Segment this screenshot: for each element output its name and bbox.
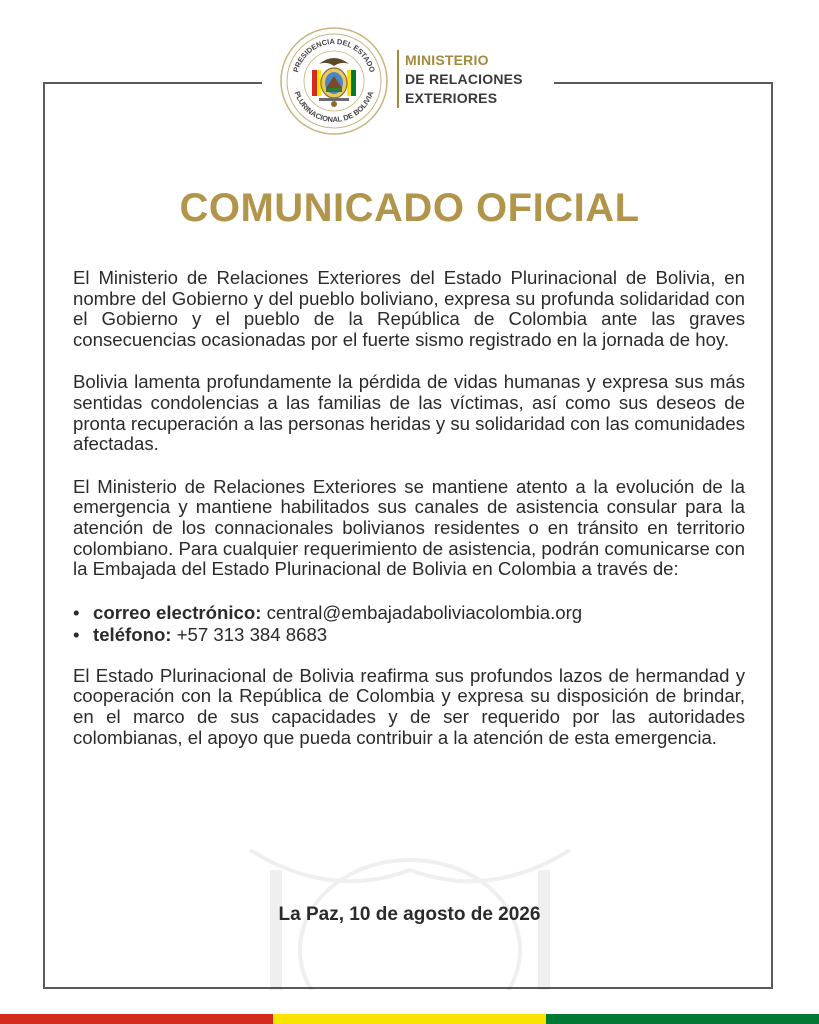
bullet-icon: • [73,623,80,645]
svg-text:PRESIDENCIA DEL ESTADO: PRESIDENCIA DEL ESTADO [291,36,377,74]
bullet-icon: • [73,601,80,623]
contact-email [73,602,745,624]
ministry-line-1: MINISTERIO [405,52,489,68]
svg-text:PLURINACIONAL DE BOLIVIA: PLURINACIONAL DE BOLIVIA [292,90,376,125]
contact-email-value[interactable]: central@embajadaboliviacolombia.org [266,601,583,623]
communique-body [73,268,745,770]
paragraph-3: El Ministerio de Relaciones Exteriores se mantiene atento a la evolución de la emergencia y mantiene habilitados sus canales de asistencia consular para la atención de los connacionales bolivianos residentes o en tránsito en territorio colombiano. Para cualquier requerimiento de asistencia, podrán comunicarse con la Embajada del Estado Plurinacional de Bolivia en Colombia a través de: [73,475,745,580]
page-title: COMUNICADO OFICIAL [179,186,640,230]
header [0,0,819,140]
contact-email-label: correo electrónico: [93,601,262,623]
paragraph-1: El Ministerio de Relaciones Exteriores del Estado Plurinacional de Bolivia, en nombre del Gobierno y del pueblo boliviano, expresa su profunda solidaridad con el Gobierno y el pueblo de la República de Colombia ante las graves consecuencias ocasionadas por el fuerte sismo registrado en la jornada de hoy. [73,267,745,350]
flag-green-band [546,1014,819,1024]
contact-list [73,602,745,646]
flag-red-band [0,1014,273,1024]
ministry-line-2: DE RELACIONES [405,71,523,87]
flag-yellow-band [273,1014,546,1024]
contact-phone-label: teléfono: [93,623,172,645]
coat-of-arms-seal-icon [279,26,389,136]
ministry-name [405,51,523,108]
date-line: La Paz, 10 de agosto de 2026 [278,904,541,925]
paragraph-4: El Estado Plurinacional de Bolivia reafirma sus profundos lazos de hermandad y cooperación con la República de Colombia y expresa su disposición de brindar, en el marco de sus capacidades y de ser requerido por las autoridades colombianas, el apoyo que pueda contribuir a la atención de esta emergencia. [73,664,745,748]
contact-phone-value[interactable]: +57 313 384 8683 [176,623,328,645]
ministry-line-3: EXTERIORES [405,90,498,106]
header-divider [397,50,399,108]
flag-stripe [0,1014,819,1024]
paragraph-2: Bolivia lamenta profundamente la pérdida de vidas humanas y expresa sus más sentidas condolencias a las familias de las víctimas, así como sus deseos de pronta recuperación a las personas heridas y su solidaridad con las comunidades afectadas. [73,371,745,455]
contact-phone [73,624,745,646]
